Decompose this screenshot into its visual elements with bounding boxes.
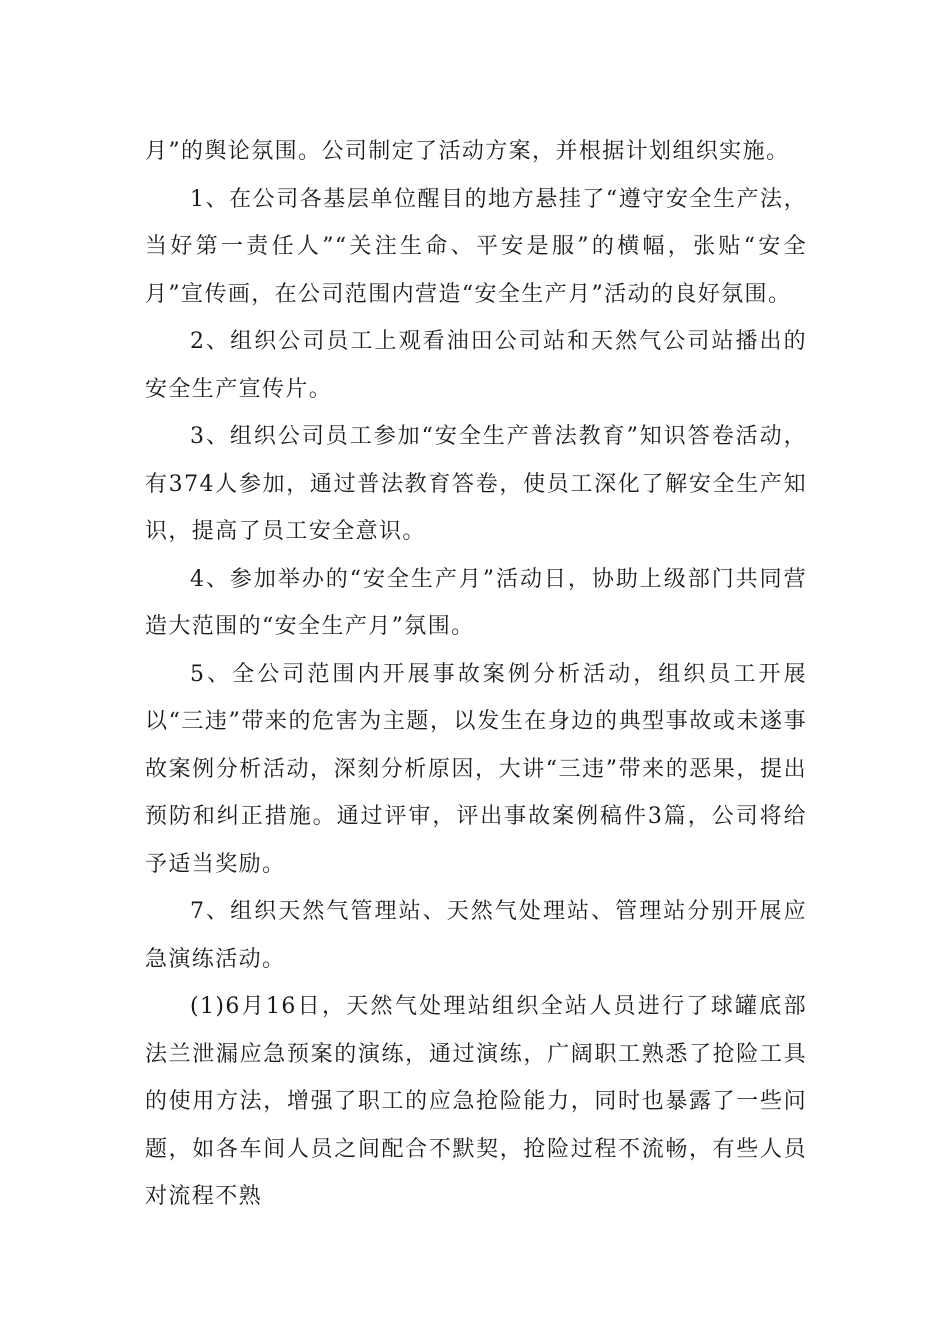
paragraph-continuation: 月”的舆论氛围。公司制定了活动方案，并根据计划组织实施。: [145, 139, 790, 164]
paragraph-item-7: 7、组织天然气管理站、天然气处理站、管理站分别开展应急演练活动。: [145, 899, 807, 972]
paragraph-item-4: 4、参加举办的“安全生产月”活动日，协助上级部门共同营造大范围的“安全生产月”氛围。: [145, 566, 807, 639]
paragraph-item-3: 3、组织公司员工参加“安全生产普法教育”知识答卷活动，有374人参加，通过普法教育答卷，使员工深化了解安全生产知识，提高了员工安全意识。: [145, 424, 807, 544]
paragraph-item-1: 1、在公司各基层单位醒目的地方悬挂了“遵守安全生产法，当好第一责任人”“关注生命、平安是服”的横幅，张贴“安全月”宣传画，在公司范围内营造“安全生产月”活动的良好氛围。: [145, 186, 807, 307]
document-body: [145, 128, 807, 1221]
paragraph-item-5: 5、全公司范围内开展事故案例分析活动，组织员工开展以“三违”带来的危害为主题，以发生在身边的典型事故或未遂事故案例分析活动，深刻分析原因，大讲“三违”带来的恶果，提出预防和纠正措施。通过评审，评出事故案例稿件3篇，公司将给予适当奖励。: [145, 661, 807, 877]
paragraph-item-2: 2、组织公司员工上观看油田公司站和天然气公司站播出的安全生产宣传片。: [145, 329, 807, 402]
paragraph-subitem-1: (1)6月16日，天然气处理站组织全站人员进行了球罐底部法兰泄漏应急预案的演练，通过演练，广阔职工熟悉了抢险工具的使用方法，增强了职工的应急抢险能力，同时也暴露了一些问题，如各车间人员之间配合不默契，抢险过程不流畅，有些人员对流程不熟: [145, 994, 807, 1209]
